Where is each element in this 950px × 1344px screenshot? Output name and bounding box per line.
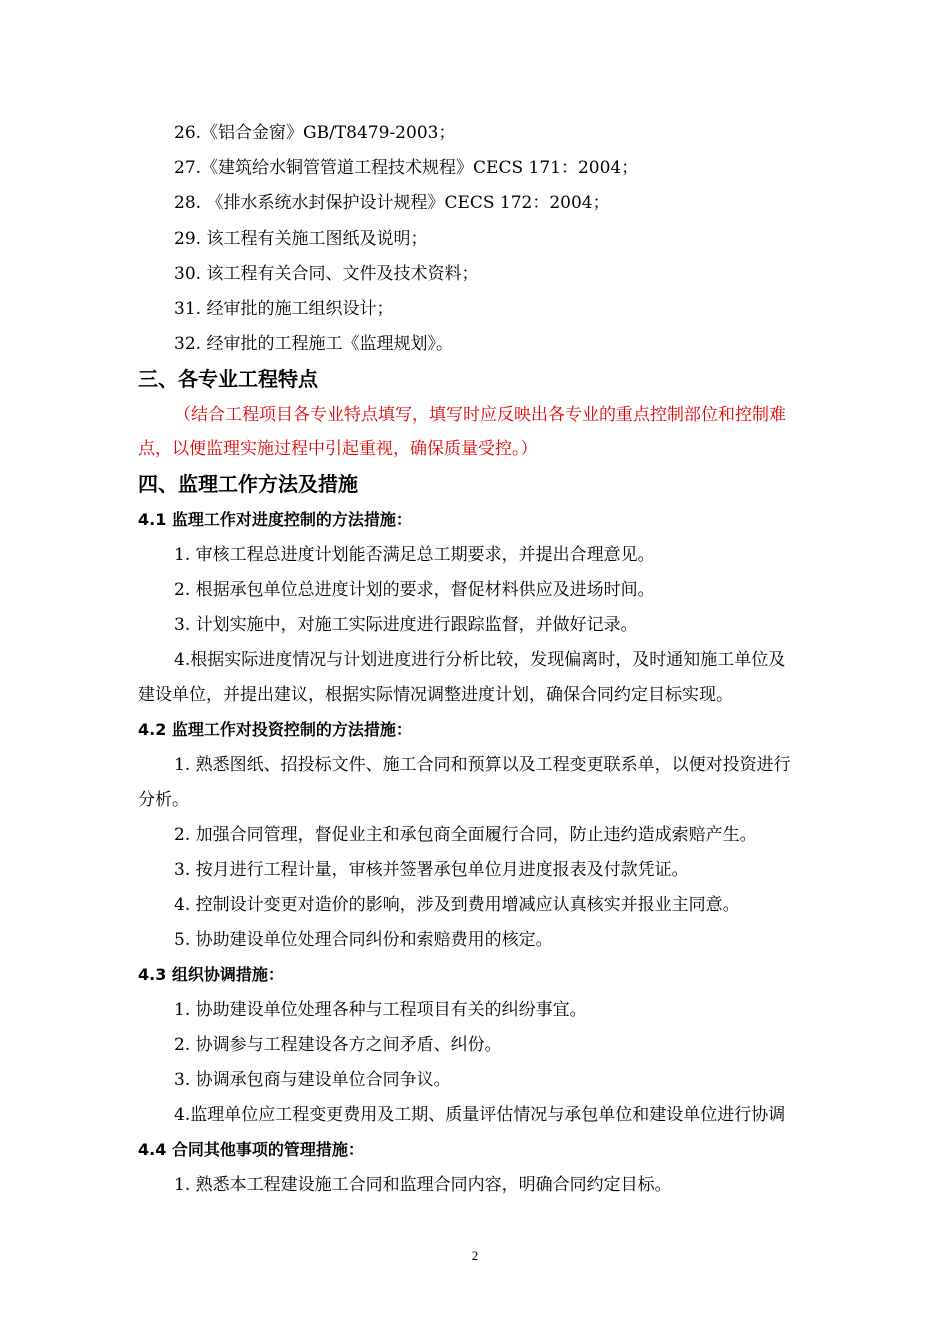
s42-item-1-line-2: 分析。: [138, 790, 189, 810]
ref-item-31: 31. 经审批的施工组织设计；: [174, 299, 394, 319]
section-4-heading: 四、监理工作方法及措施: [138, 472, 358, 496]
s43-item-1: 1. 协助建设单位处理各种与工程项目有关的纠纷事宜。: [174, 1000, 587, 1020]
s42-item-3: 3. 按月进行工程计量，审核并签署承包单位月进度报表及付款凭证。: [174, 860, 689, 880]
s41-item-4-line-1: 4.根据实际进度情况与计划进度进行分析比较，发现偏离时，及时通知施工单位及: [174, 650, 786, 670]
subsection-4-4-heading: 4.4 合同其他事项的管理措施：: [138, 1140, 364, 1159]
subsection-4-2-heading: 4.2 监理工作对投资控制的方法措施：: [138, 720, 412, 739]
section-3-note-line-2: 点，以便监理实施过程中引起重视，确保质量受控。）: [138, 439, 538, 459]
ref-item-29: 29. 该工程有关施工图纸及说明；: [174, 229, 428, 249]
s43-item-3: 3. 协调承包商与建设单位合同争议。: [174, 1070, 451, 1090]
subsection-4-3-heading: 4.3 组织协调措施：: [138, 965, 284, 984]
s43-item-4: 4.监理单位应工程变更费用及工期、质量评估情况与承包单位和建设单位进行协调: [174, 1105, 786, 1125]
s43-item-2: 2. 协调参与工程建设各方之间矛盾、纠份。: [174, 1035, 502, 1055]
s42-item-5: 5. 协助建设单位处理合同纠份和索赔费用的核定。: [174, 930, 553, 950]
section-3-note-line-1: （结合工程项目各专业特点填写，填写时应反映出各专业的重点控制部位和控制难: [174, 405, 786, 425]
ref-item-32: 32. 经审批的工程施工《监理规划》。: [174, 334, 453, 354]
ref-item-28: 28. 《排水系统水封保护设计规程》CECS 172：2004；: [174, 193, 610, 213]
ref-item-26: 26.《铝合金窗》GB/T8479-2003；: [174, 123, 456, 143]
s41-item-2: 2. 根据承包单位总进度计划的要求，督促材料供应及进场时间。: [174, 580, 655, 600]
page-number: 2: [471, 1248, 479, 1263]
s41-item-3: 3. 计划实施中，对施工实际进度进行跟踪监督，并做好记录。: [174, 615, 638, 635]
s44-item-1: 1. 熟悉本工程建设施工合同和监理合同内容，明确合同约定目标。: [174, 1175, 672, 1195]
s42-item-2: 2. 加强合同管理，督促业主和承包商全面履行合同，防止违约造成索赔产生。: [174, 825, 757, 845]
s42-item-4: 4. 控制设计变更对造价的影响，涉及到费用增减应认真核实并报业主同意。: [174, 895, 740, 915]
subsection-4-1-heading: 4.1 监理工作对进度控制的方法措施：: [138, 510, 412, 529]
ref-item-27: 27.《建筑给水铜管管道工程技术规程》CECS 171：2004；: [174, 158, 639, 178]
section-3-heading: 三、各专业工程特点: [138, 367, 318, 391]
s41-item-1: 1. 审核工程总进度计划能否满足总工期要求，并提出合理意见。: [174, 545, 655, 565]
ref-item-30: 30. 该工程有关合同、文件及技术资料；: [174, 264, 479, 284]
s41-item-4-line-2: 建设单位，并提出建议，根据实际情况调整进度计划，确保合同约定目标实现。: [138, 685, 733, 705]
s42-item-1-line-1: 1. 熟悉图纸、招投标文件、施工合同和预算以及工程变更联系单，以便对投资进行: [174, 755, 791, 775]
